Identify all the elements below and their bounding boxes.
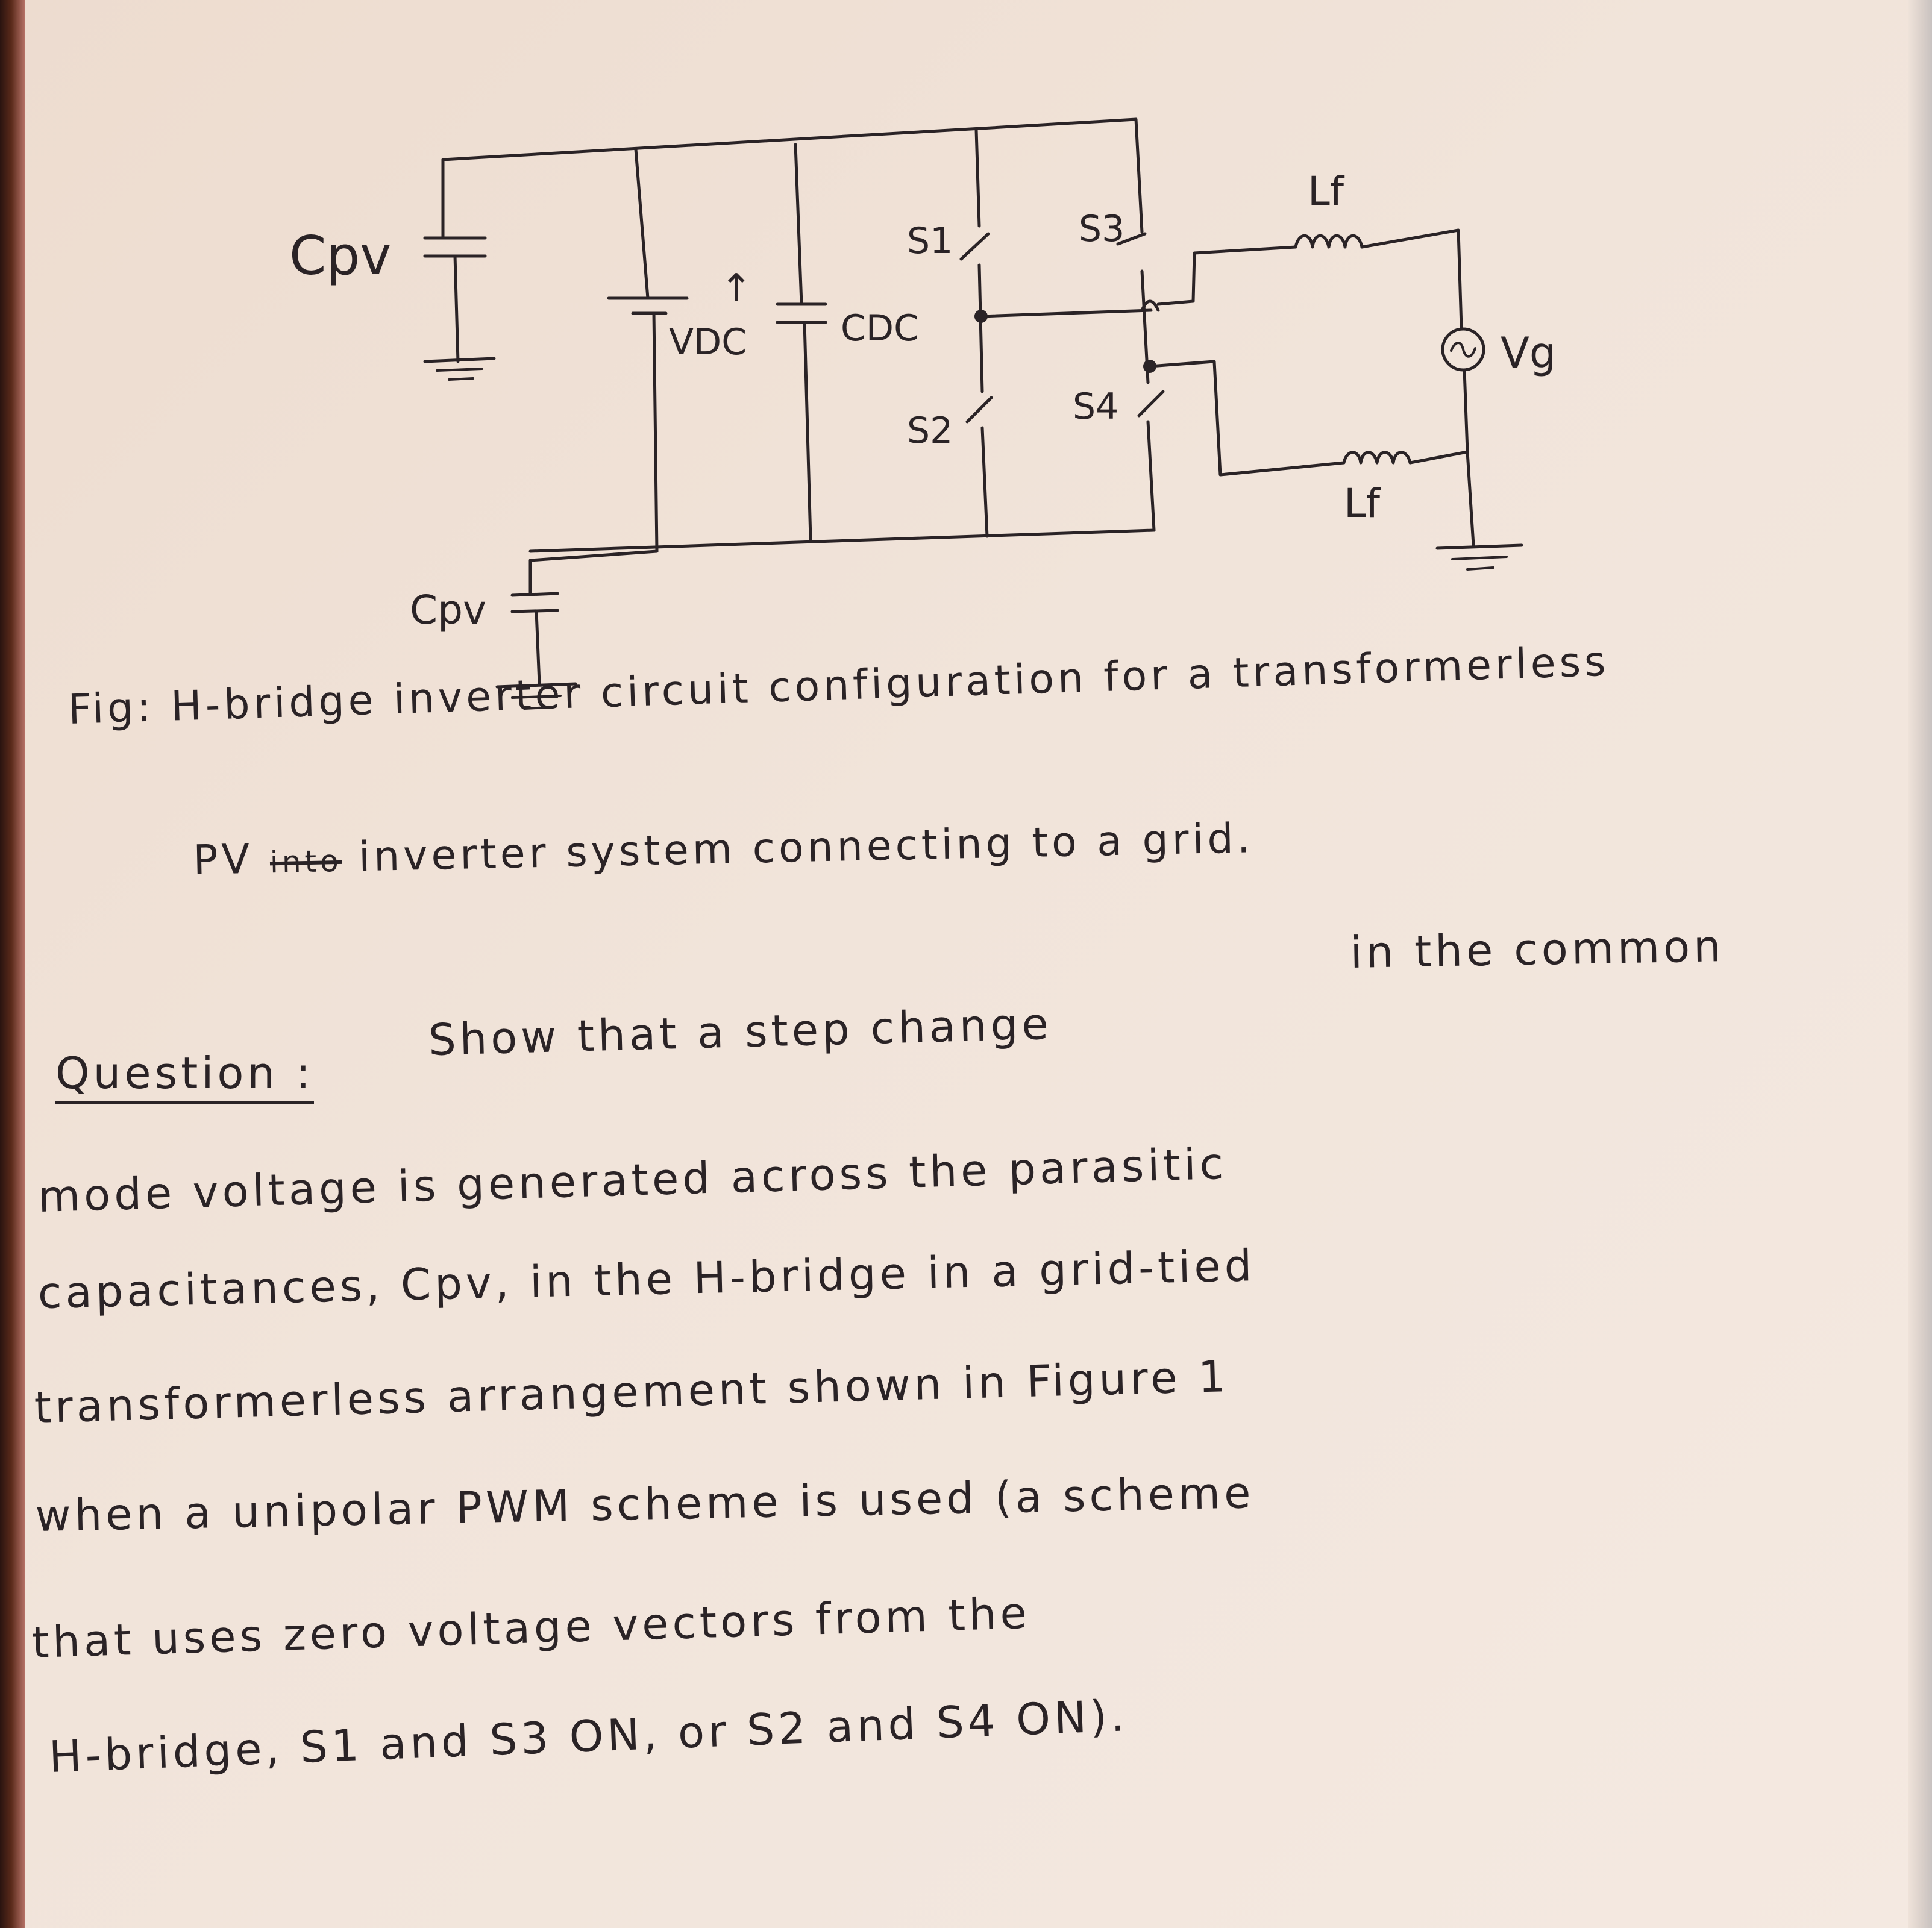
question-line-7: H-bridge, S1 and S3 ON, or S2 and S4 ON).	[48, 1690, 1129, 1782]
question-line-2: mode voltage is generated across the parasitic	[37, 1138, 1228, 1222]
left-leg	[961, 130, 991, 536]
lower-output-wire	[1150, 362, 1344, 475]
cdc-capacitor	[777, 145, 826, 539]
caption-pv: PV	[192, 835, 254, 884]
caption-line-2-rest: inverter system connecting to a grid.	[358, 815, 1255, 881]
s4-switch	[1139, 392, 1163, 416]
vdc-arrow-icon: ↑	[720, 266, 753, 311]
question-line-1: Show that a step change	[427, 998, 1053, 1065]
lf-bottom-inductor	[1344, 452, 1410, 463]
cdc-label: CDC	[841, 307, 919, 349]
s1-label: S1	[907, 220, 953, 262]
question-line-3: capacitances, Cpv, in the H-bridge in a grid-tied	[37, 1240, 1256, 1318]
grid-ground-icon	[1437, 545, 1522, 569]
s3-label: S3	[1079, 208, 1125, 250]
cpv-top-label: Cpv	[289, 225, 392, 287]
struck-word: into	[269, 843, 343, 880]
caption-line-1: Fig: H-bridge inverter circuit configuration for a transformerless	[67, 637, 1610, 734]
cpv-top-capacitor	[425, 160, 485, 362]
question-line-5: when a unipolar PWM scheme is used (a scheme	[34, 1467, 1255, 1541]
question-line-6: that uses zero voltage vectors from the	[31, 1587, 1031, 1668]
question-line-4: transformerless arrangement shown in Figure 1	[33, 1351, 1231, 1433]
cpv-bottom-capacitor	[512, 551, 657, 684]
lf-top-label: Lf	[1308, 168, 1344, 214]
cpv-bottom-label: Cpv	[410, 587, 487, 633]
cpv-top-ground-icon	[425, 358, 494, 380]
question-line-0: in the common	[1349, 921, 1725, 978]
bottom-rail-wire	[530, 530, 1154, 551]
vg-label: Vg	[1501, 328, 1557, 378]
s1-switch	[961, 234, 988, 259]
lf-top-inductor	[1296, 236, 1362, 247]
s2-label: S2	[907, 410, 953, 452]
lf-bottom-label: Lf	[1344, 480, 1381, 527]
vdc-label: VDC	[669, 321, 747, 363]
question-label: Question :	[55, 1051, 314, 1104]
s2-switch	[967, 398, 991, 422]
right-leg	[1118, 119, 1163, 530]
vg-source	[1443, 329, 1484, 370]
top-rail-wire	[443, 119, 1136, 160]
upper-output-wire	[1158, 247, 1296, 304]
left-midpoint-wire	[981, 310, 1151, 316]
s4-label: S4	[1073, 386, 1119, 428]
